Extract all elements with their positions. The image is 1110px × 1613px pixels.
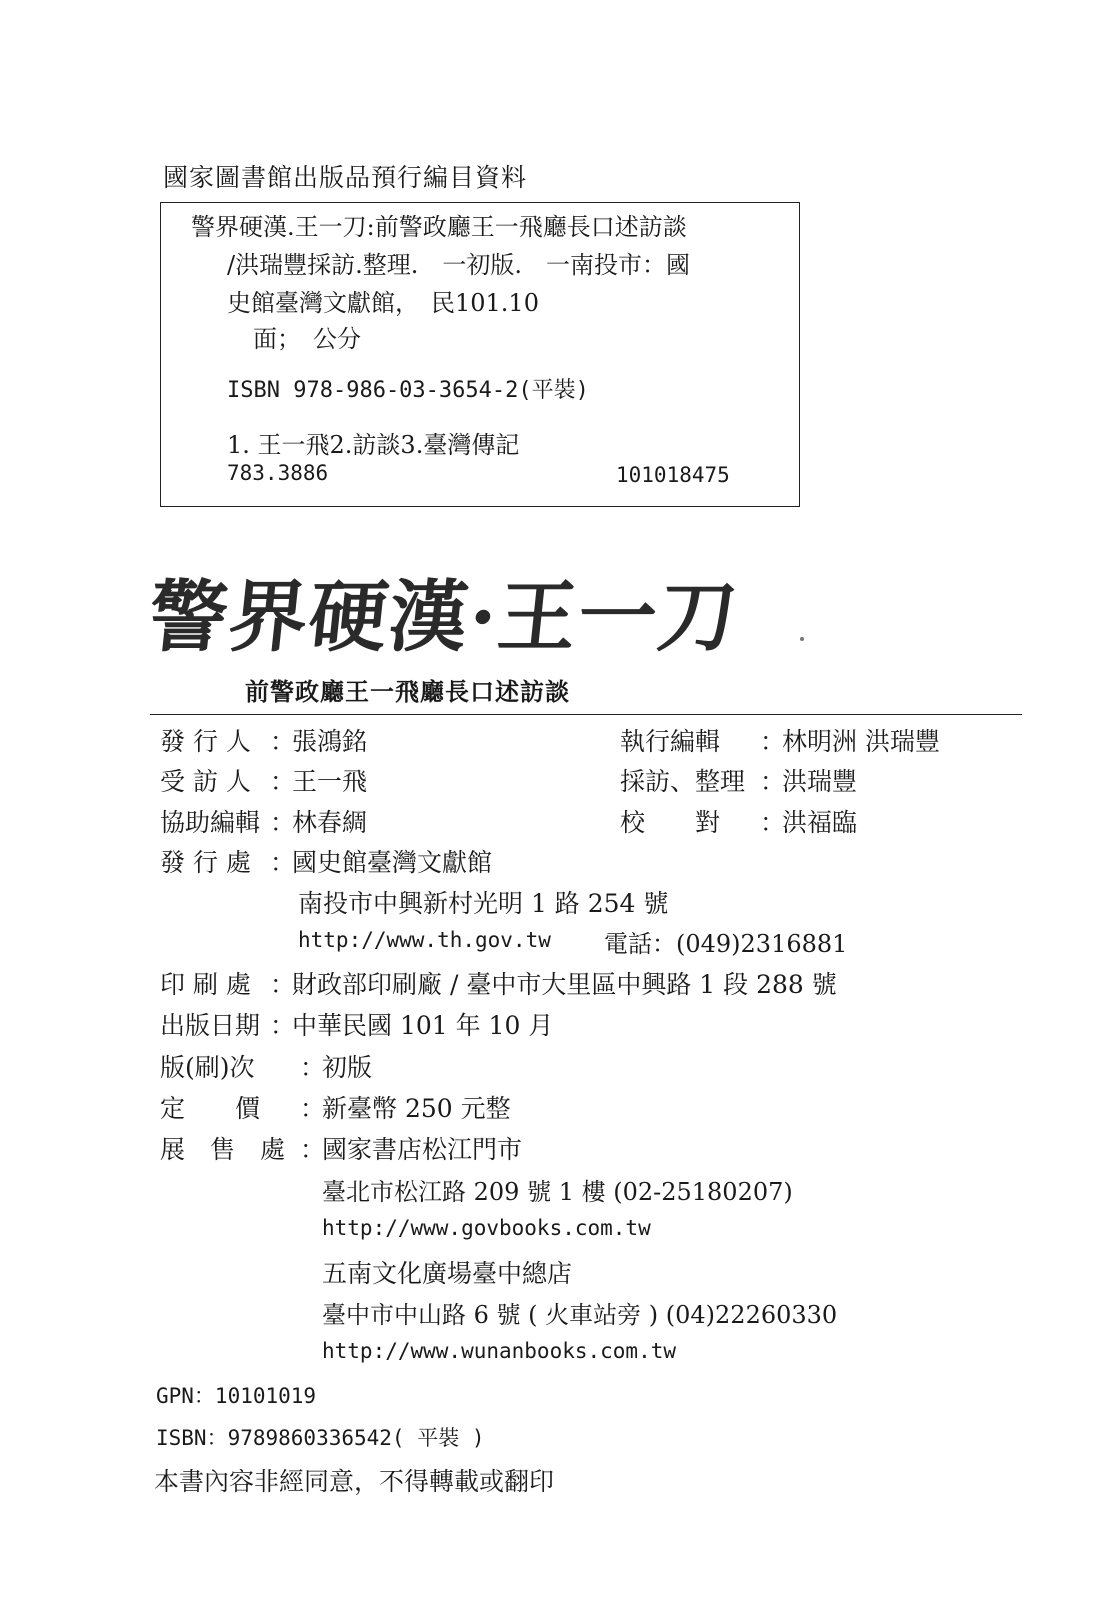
credit-label: 發 行 人 [160,727,251,756]
cip-extent-line: 面； 公分 [253,325,361,353]
book-subtitle: 前警政廳王一飛廳長口述訪談 [245,678,570,706]
printer-row [160,965,837,1001]
credit-value: 林春綢 [292,808,368,837]
credit-label: 執行編輯 [620,727,721,756]
credit-label: 受 訪 人 [160,767,251,796]
colon: ： [300,1053,326,1082]
sales-row [160,1130,522,1166]
colon: ： [300,1135,326,1164]
cip-author-line: /洪瑞豐採訪.整理. 一初版. 一南投市：國 [227,251,690,279]
cip-record-box [160,202,800,507]
colon: ： [760,767,786,796]
credit-value: 王一飛 [292,767,368,796]
credit-interview-editing [620,762,857,798]
colon: ： [760,808,786,837]
cip-record-number: 101018475 [616,463,730,487]
book-title: 警界硬漢·王一刀 [144,572,744,663]
credit-proofreader [620,803,857,839]
colon: ： [270,970,296,999]
price-label: 定 價 [160,1094,261,1123]
pub-date-row [160,1006,553,1042]
pub-date-value: 中華民國 101 年 10 月 [292,1011,554,1040]
credit-value: 林明洲 洪瑞豐 [782,727,940,756]
credit-assistant-editor [160,803,367,839]
colon: ： [760,727,786,756]
credit-publisher-person [160,722,367,758]
printer-label: 印 刷 處 [160,970,251,999]
sales-label: 展 售 處 [160,1135,286,1164]
credit-value: 張鴻銘 [292,727,368,756]
copyright-notice: 本書內容非經同意，不得轉載或翻印 [154,1467,555,1496]
cip-title-line: 警界硬漢.王一刀:前警政廳王一飛廳長口述訪談 [191,213,687,241]
credit-value: 洪福臨 [782,808,858,837]
cip-heading: 國家圖書館出版品預行編目資料 [163,163,528,192]
isbn-footer: ISBN：9789860336542( 平裝 ) [156,1426,485,1450]
colon: ： [270,848,296,877]
store2-name: 五南文化廣場臺中總店 [322,1259,573,1288]
cip-class-number: 783.3886 [227,461,329,485]
store1-website: http://www.govbooks.com.tw [322,1216,651,1240]
edition-row [160,1048,372,1084]
cip-subjects: 1. 王一飛2.訪談3.臺灣傳記 [227,431,520,459]
publisher-row [160,843,492,879]
colon: ： [270,1011,296,1040]
publisher-address: 南投市中興新村光明 1 路 254 號 [298,889,669,918]
publisher-name: 國史館臺灣文獻館 [292,848,493,877]
pub-date-label: 出版日期 [160,1011,261,1040]
publisher-phone: 電話：(049)2316881 [604,930,848,958]
credit-interviewee [160,762,367,798]
cip-isbn: ISBN 978-986-03-3654-2(平裝) [227,378,589,403]
gpn-number: GPN：10101019 [156,1384,317,1408]
edition-label: 版(刷)次 [160,1053,255,1082]
printer-value: 財政部印刷廠 / 臺中市大里區中興路 1 段 288 號 [292,970,837,999]
credit-value: 洪瑞豐 [782,767,858,796]
edition-value: 初版 [322,1053,373,1082]
colon: ： [270,767,296,796]
credit-label: 協助編輯 [160,808,261,837]
publisher-website: http://www.th.gov.tw [298,928,551,952]
store1-address: 臺北市松江路 209 號 1 樓 (02-25180207) [322,1178,793,1206]
title-rule [150,714,1022,715]
store1-name: 國家書店松江門市 [322,1135,523,1164]
scan-speck [800,637,804,641]
store2-address: 臺中市中山路 6 號 ( 火車站旁 ) (04)22260330 [322,1301,838,1329]
credit-label: 校 對 [620,808,721,837]
colon: ： [270,808,296,837]
credit-executive-editor [620,722,940,758]
price-value: 新臺幣 250 元整 [322,1094,511,1123]
store2-website: http://www.wunanbooks.com.tw [322,1339,677,1363]
publisher-label: 發 行 處 [160,848,251,877]
price-row [160,1089,511,1125]
colon: ： [300,1094,326,1123]
colon: ： [270,727,296,756]
cip-publisher-line: 史館臺灣文獻館， 民101.10 [227,289,539,317]
credit-label: 採訪、整理 [620,767,746,796]
